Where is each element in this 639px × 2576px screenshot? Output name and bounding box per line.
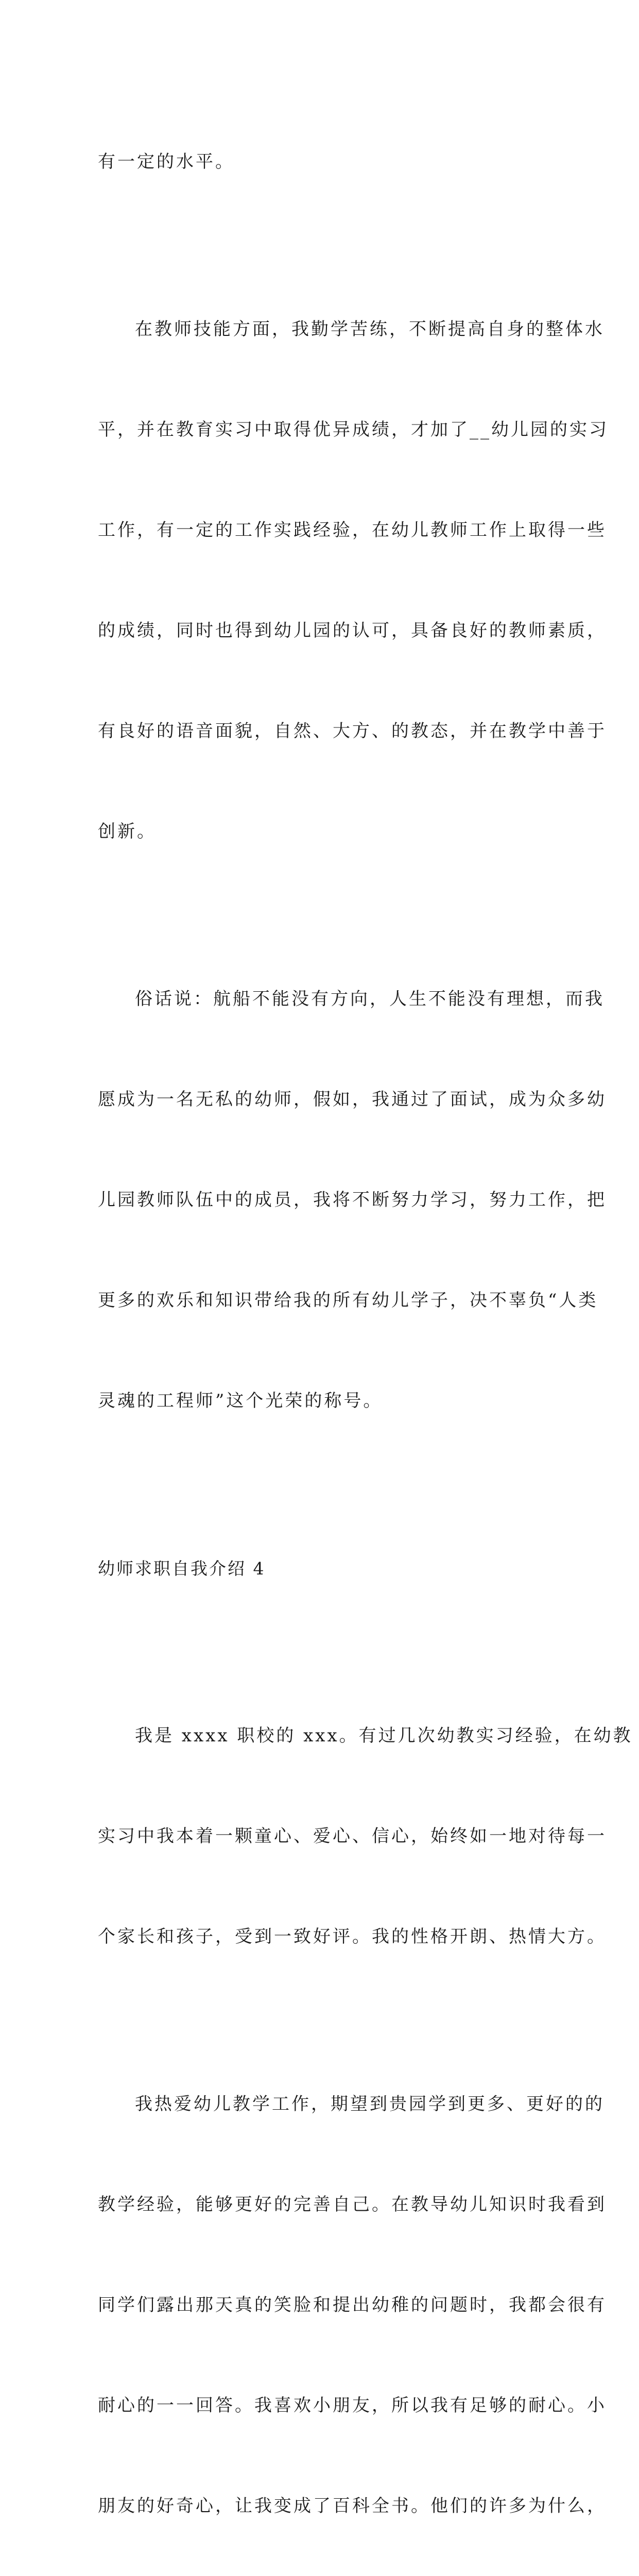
- text-line: 有良好的语音面貌，自然、大方、的教态，并在教学中善于: [98, 721, 607, 741]
- paragraph-passion: [98, 2021, 607, 2576]
- text-line: 灵魂的工程师”这个光荣的称号。: [98, 1391, 383, 1411]
- text-line: 在教师技能方面，我勤学苦练，不断提高自身的整体水: [135, 319, 605, 340]
- heading-text: 幼师求职自我介绍 4: [98, 1558, 266, 1579]
- text-line: 我是 xxxx 职校的 xxx。有过几次幼教实习经验，在幼教: [135, 1725, 633, 1746]
- text-line: 创新。: [98, 821, 157, 842]
- section-heading: [98, 1485, 546, 1652]
- text-line: 俗话说：航船不能没有方向，人生不能没有理想，而我: [135, 989, 605, 1009]
- text-line: 同学们露出那天真的笑脸和提出幼稚的问题时，我都会很有: [98, 2295, 607, 2315]
- text-line: 儿园教师队伍中的成员，我将不断努力学习，努力工作，把: [98, 1190, 607, 1210]
- text-line: 教学经验，能够更好的完善自己。在教导幼儿知识时我看到: [98, 2194, 607, 2215]
- text-line: 个家长和孩子，受到一致好评。我的性格开朗、热情大方。: [98, 1926, 607, 1947]
- text-line: 工作，有一定的工作实践经验，在幼儿教师工作上取得一些: [98, 520, 607, 540]
- text-line: 实习中我本着一颗童心、爱心、信心，始终如一地对待每一: [98, 1826, 607, 1846]
- text-line: 的成绩，同时也得到幼儿园的认可，具备良好的教师素质，: [98, 620, 607, 641]
- text-line: 耐心的一一回答。我喜欢小朋友，所以我有足够的耐心。小: [98, 2395, 607, 2416]
- paragraph-teaching-skills: [98, 246, 609, 916]
- text-line: 愿成为一名无私的幼师，假如，我通过了面试，成为众多幼: [98, 1089, 607, 1110]
- text-line: 平，并在教育实习中取得优异成绩，才加了__幼儿园的实习: [98, 419, 609, 440]
- paragraph-continued: [98, 78, 546, 246]
- text-line: 有一定的水平。: [98, 151, 235, 172]
- text-line: 我热爱幼儿教学工作，期望到贵园学到更多、更好的的: [135, 2094, 605, 2114]
- text-line: 更多的欢乐和知识带给我的所有幼儿学子，决不辜负“人类: [98, 1290, 598, 1311]
- paragraph-introduction: [98, 1652, 633, 2021]
- document-body: [98, 78, 633, 2576]
- paragraph-proverb: [98, 916, 607, 1485]
- text-line: 朋友的好奇心，让我变成了百科全书。他们的许多为什么，: [98, 2496, 607, 2516]
